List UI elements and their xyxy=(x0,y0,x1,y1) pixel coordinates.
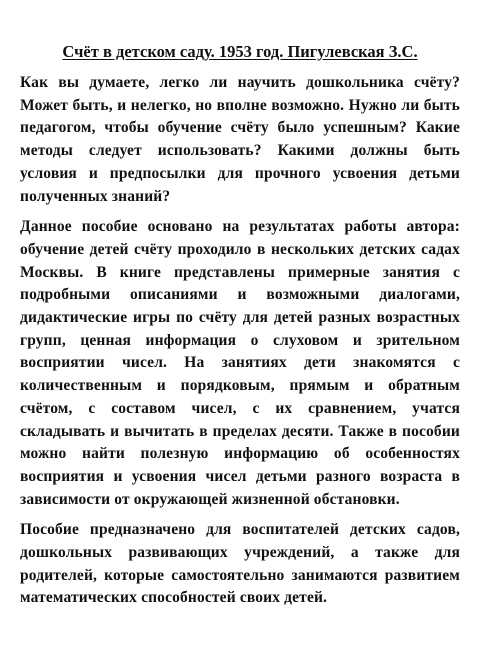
paragraph-description: Данное пособие основано на результатах работы автора: обучение детей счёту проходило в нескольких детских садах Москвы. В книге представлены примерные занятия с подробными описаниями и возможными диалогами, дидактические игры по счёту для детей разных возрастных групп, ценная информация о слуховом и зрительном восприятии чисел. На занятиях дети знакомятся с количественным и порядковым, прямым и обратным счётом, с составом чисел, с их сравнением, учатся складывать и вычитать в пределах десяти. Также в пособии можно найти полезную информацию об особенностях восприятия и усвоения чисел детьми разного возраста в зависимости от окружающей жизненной обстановки. xyxy=(20,218,460,508)
paragraph-intro: Как вы думаете, легко ли научить дошкольника счёту? Может быть, и нелегко, но вполне возможно. Нужно ли быть педагогом, чтобы обучение счёту было успешным? Какие методы следует использовать? Какими должны быть условия и предпосылки для прочного усвоения детьми полученных знаний? xyxy=(20,74,460,205)
paragraph-audience: Пособие предназначено для воспитателей детских садов, дошкольных развивающих учреждений, а также для родителей, которые самостоятельно занимаются развитием математических способностей своих детей. xyxy=(20,521,460,607)
document-title: Счёт в детском саду. 1953 год. Пигулевская З.С. xyxy=(62,42,418,61)
